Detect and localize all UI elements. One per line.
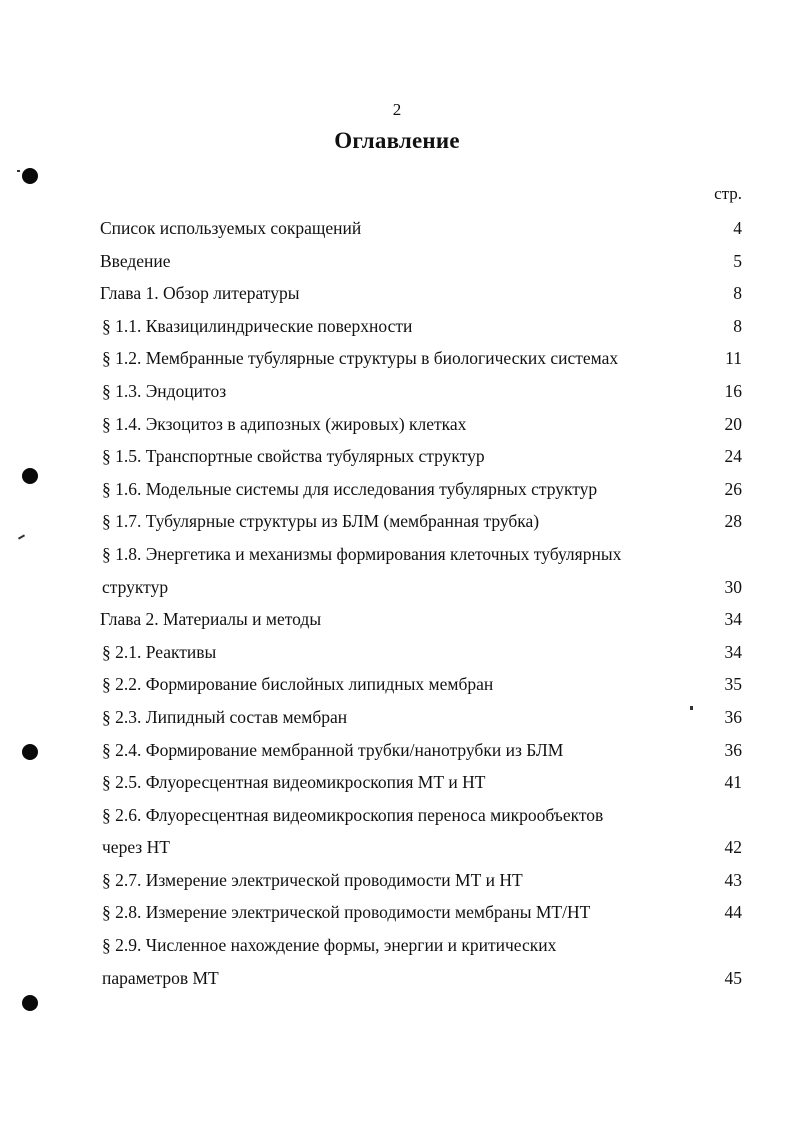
toc-entry [0, 374, 794, 407]
toc-entry-label: § 2.9. Численное нахождение формы, энергии и критических [102, 935, 557, 956]
toc-entry-label: § 1.2. Мембранные тубулярные структуры в биологических системах [102, 348, 619, 369]
page-title: Оглавление [334, 128, 460, 153]
toc-entry-label: § 1.6. Модельные системы для исследования тубулярных структур [102, 478, 598, 499]
toc-entry-page: 41 [724, 772, 742, 793]
toc-entry [0, 765, 794, 798]
toc-entry-page: 26 [724, 478, 742, 499]
toc-entry [0, 700, 794, 733]
toc-entry [0, 244, 794, 277]
toc-entry [0, 602, 794, 635]
toc-entry-label: § 2.1. Реактивы [102, 641, 217, 662]
toc-entry-page: 35 [724, 674, 742, 695]
punch-hole [22, 168, 38, 184]
toc-entry [0, 798, 794, 831]
toc-entry [0, 928, 794, 961]
toc-entry [0, 863, 794, 896]
toc-entry-page: 44 [724, 902, 742, 923]
toc-entry-label: § 2.4. Формирование мембранной трубки/нанотрубки из БЛМ [102, 739, 564, 760]
toc-entry-label: параметров МТ [102, 967, 219, 988]
toc-entry-page: 11 [725, 348, 742, 369]
toc-entry-page: 5 [733, 250, 742, 271]
toc-entry-label: § 1.3. Эндоцитоз [102, 380, 227, 401]
toc-entry-label: § 1.5. Транспортные свойства тубулярных структур [102, 446, 485, 467]
toc-entry-label: Глава 2. Материалы и методы [100, 609, 322, 630]
toc-entry-page: 4 [733, 218, 742, 238]
toc-entry-label: через НТ [102, 837, 170, 858]
page-number: 2 [392, 100, 402, 119]
toc-entry-page: 43 [724, 869, 742, 890]
toc-entry [0, 504, 794, 537]
punch-hole [22, 995, 38, 1011]
toc-entry-label: § 2.5. Флуоресцентная видеомикроскопия МТ и НТ [102, 772, 486, 793]
toc-entry [0, 211, 794, 244]
toc-entry [0, 961, 794, 994]
page-column-label: стр. [714, 184, 742, 203]
toc-entry-label: Введение [100, 250, 171, 271]
toc-entry-page: 36 [724, 739, 742, 760]
toc-entry-page: 20 [724, 413, 742, 434]
toc-entry-label: § 1.1. Квазицилиндрические поверхности [102, 315, 413, 336]
toc-entry [0, 341, 794, 374]
toc-entry-page: 8 [733, 315, 742, 336]
toc-entry [0, 407, 794, 440]
toc-entry-label: Глава 1. Обзор литературы [100, 283, 300, 304]
toc-entry-page: 24 [724, 446, 742, 467]
toc-entry-label: структур [102, 576, 169, 597]
toc-entry-label: § 2.6. Флуоресцентная видеомикроскопия переноса микрообъектов [102, 804, 604, 825]
toc-entry-label: § 1.8. Энергетика и механизмы формирования клеточных тубулярных [102, 543, 622, 564]
toc-entry [0, 635, 794, 668]
toc-entry [0, 733, 794, 766]
toc-entry-page: 8 [733, 283, 742, 304]
toc-entry [0, 472, 794, 505]
toc-entry [0, 276, 794, 309]
toc-entry-label: Список используемых сокращений [100, 218, 362, 238]
toc-entry-page: 28 [724, 511, 742, 532]
toc-entry-label: § 2.3. Липидный состав мембран [102, 706, 348, 727]
toc-entry-page: 34 [724, 641, 742, 662]
table-of-contents [0, 211, 794, 993]
scan-speck [17, 170, 20, 172]
toc-entry-page: 30 [724, 576, 742, 597]
toc-entry-page: 36 [724, 706, 742, 727]
toc-entry [0, 667, 794, 700]
toc-entry-page: 34 [724, 609, 742, 630]
toc-entry-page: 45 [724, 967, 742, 988]
toc-entry [0, 537, 794, 570]
toc-entry-label: § 1.4. Экзоцитоз в адипозных (жировых) клетках [102, 413, 467, 434]
toc-entry-label: § 2.7. Измерение электрической проводимости МТ и НТ [102, 869, 523, 890]
toc-entry [0, 309, 794, 342]
toc-entry-label: § 2.8. Измерение электрической проводимости мембраны МТ/НТ [102, 902, 591, 923]
toc-entry [0, 570, 794, 603]
toc-entry [0, 895, 794, 928]
toc-entry [0, 830, 794, 863]
toc-entry-label: § 1.7. Тубулярные структуры из БЛМ (мембранная трубка) [102, 511, 540, 532]
toc-entry-page: 42 [724, 837, 742, 858]
toc-entry-label: § 2.2. Формирование бислойных липидных мембран [102, 674, 494, 695]
toc-entry [0, 439, 794, 472]
toc-entry-page: 16 [724, 380, 742, 401]
